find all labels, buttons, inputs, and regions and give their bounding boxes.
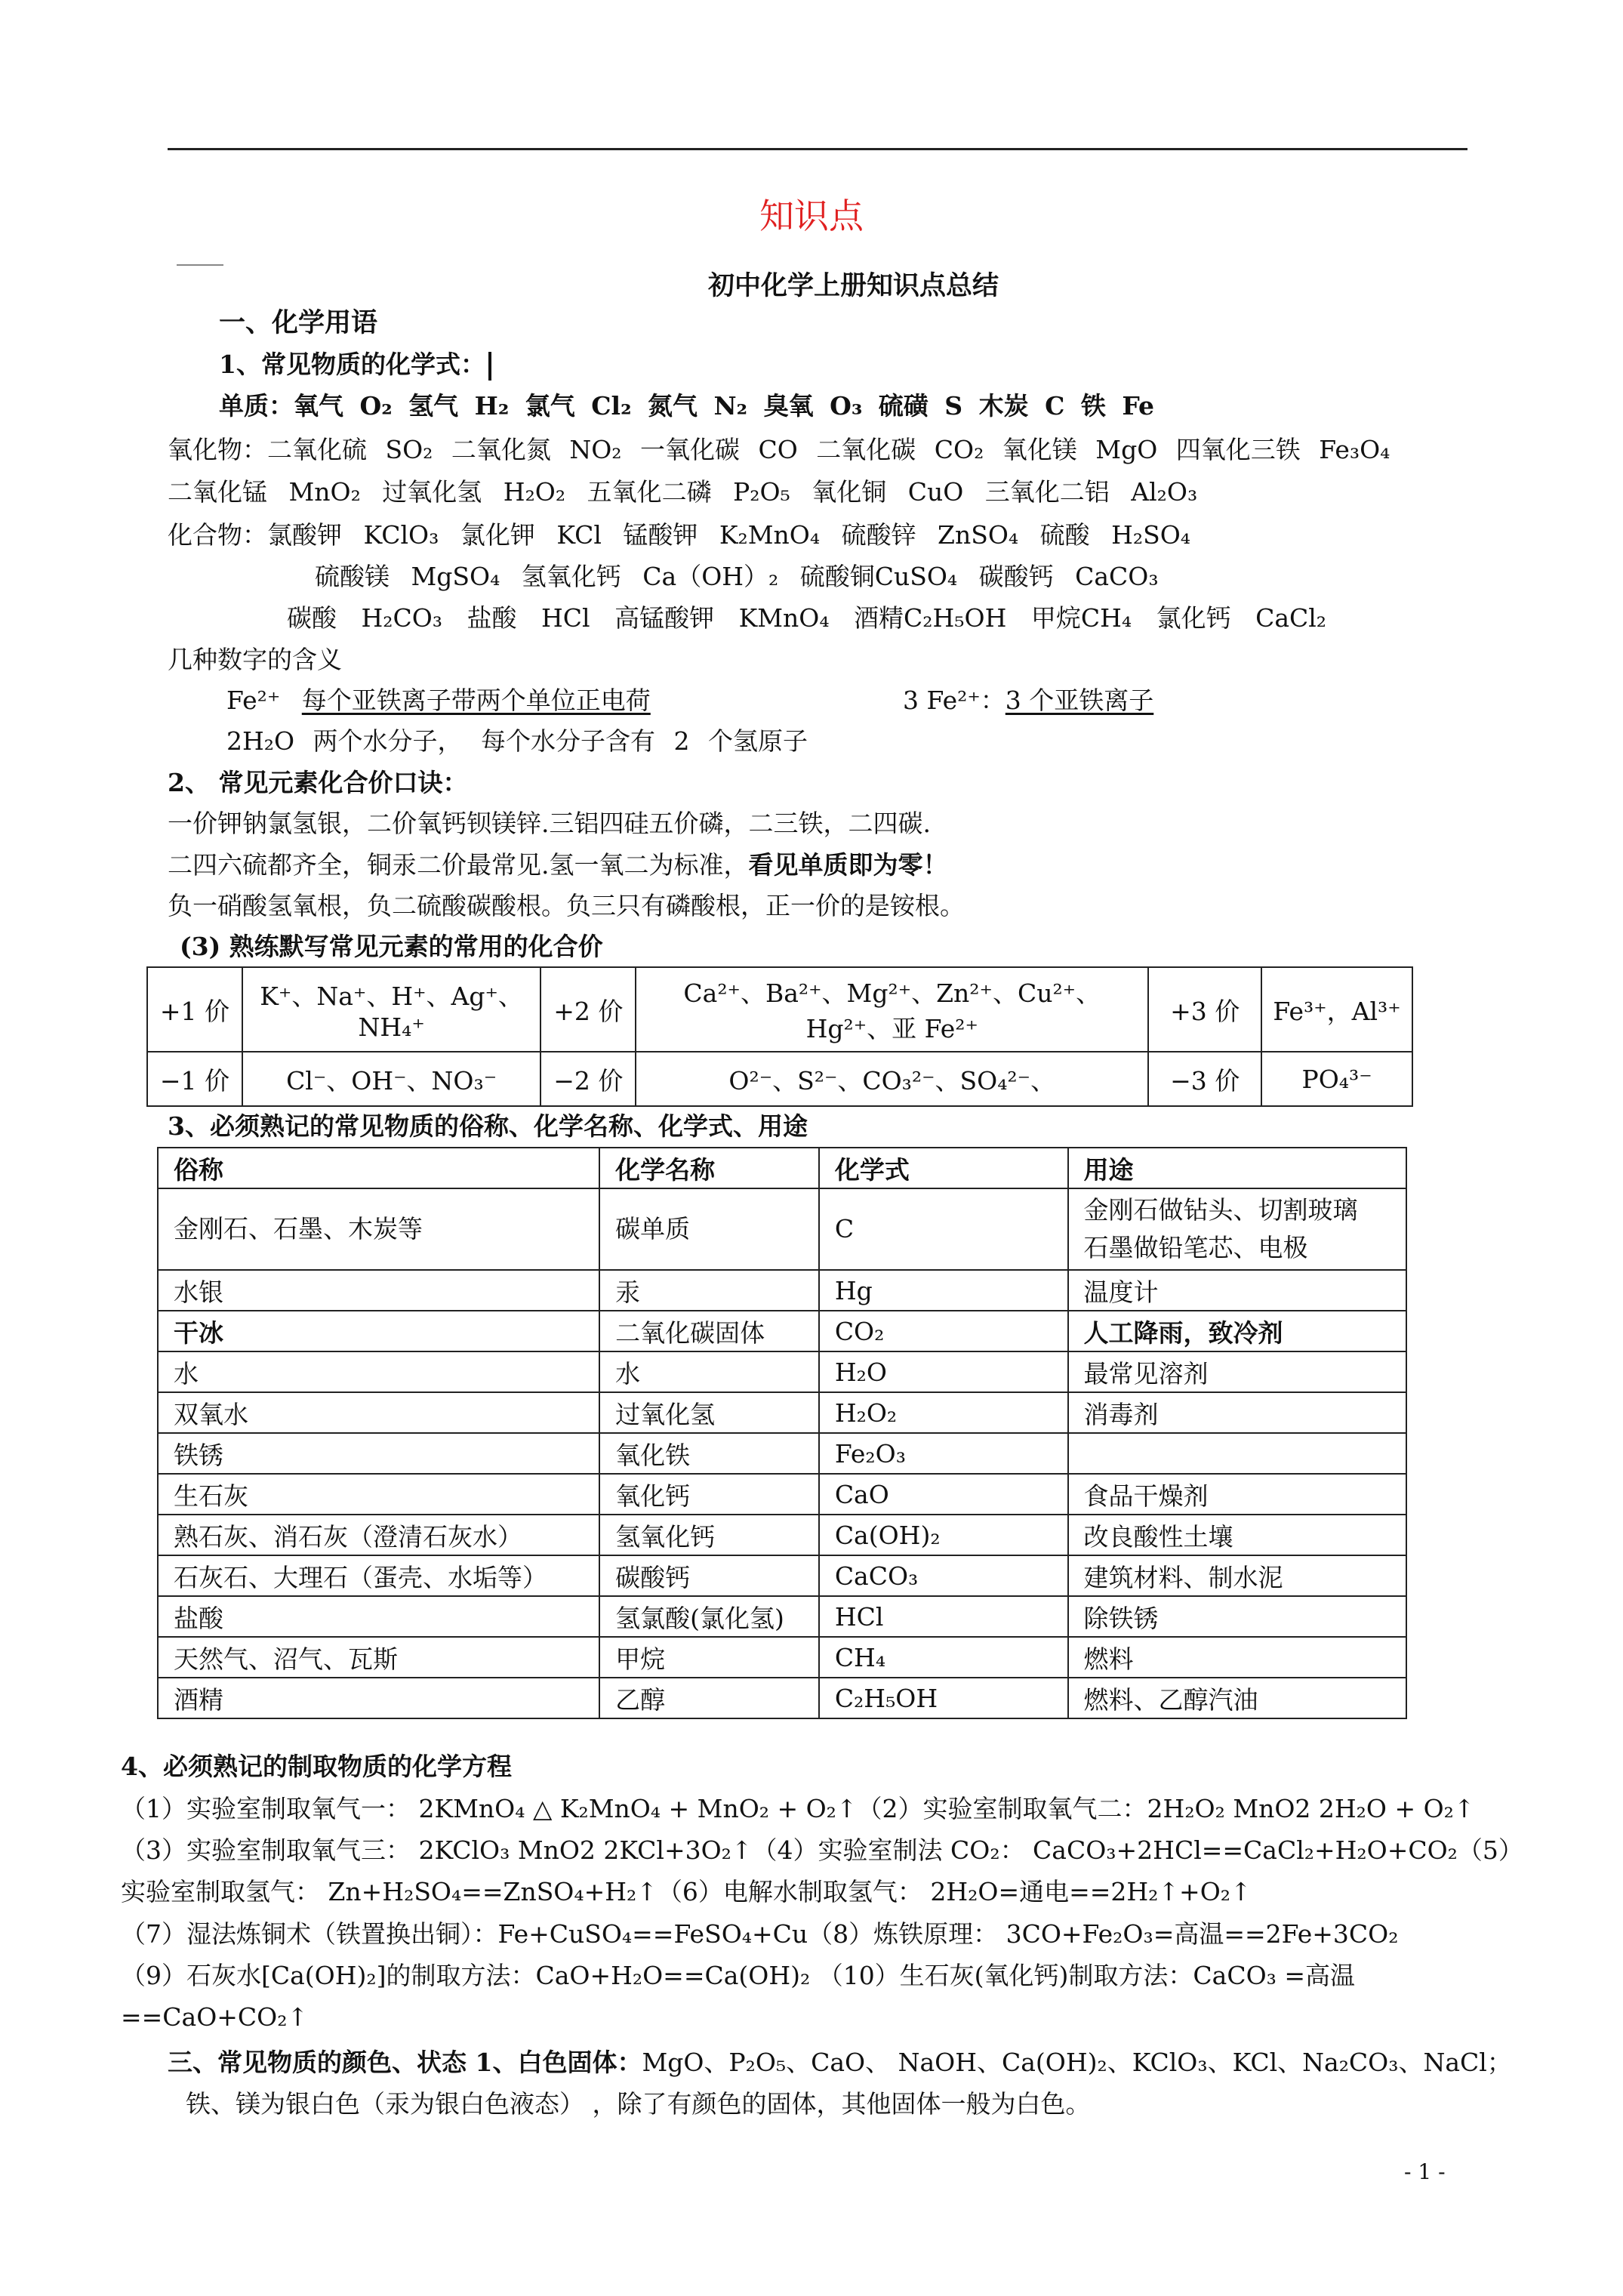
table-cell: 氧化钙 xyxy=(599,1474,819,1515)
table-cell: 双氧水 xyxy=(158,1392,599,1433)
table-row xyxy=(158,1270,1406,1311)
text-cursor xyxy=(488,352,491,381)
compounds-line-1: 化合物：氯酸钾 KClO₃ 氯化钾 KCl 锰酸钾 K₂MnO₄ 硫酸锌 ZnSO₄ 硫酸 H₂SO₄ xyxy=(168,520,1191,550)
valence-cell: PO₄³⁻ xyxy=(1261,1052,1412,1106)
table-cell: C xyxy=(819,1188,1068,1270)
valence-cell: O²⁻、S²⁻、CO₃²⁻、SO₄²⁻、 xyxy=(636,1052,1148,1106)
table-cell: C₂H₅OH xyxy=(819,1678,1068,1718)
table-row xyxy=(158,1188,1406,1270)
table-cell: 干冰 xyxy=(158,1311,599,1351)
table-cell: 燃料 xyxy=(1068,1637,1406,1678)
table-cell: 氢氧化钙 xyxy=(599,1515,819,1555)
table-cell: 碳酸钙 xyxy=(599,1555,819,1596)
colors-line-2: 铁、镁为银白色（汞为银白色液态） ，除了有颜色的固体，其他固体一般为白色。 xyxy=(186,2089,1091,2119)
section-heading-2: 2、 常见元素化合价口诀： xyxy=(168,768,468,797)
table-cell: 生石灰 xyxy=(158,1474,599,1515)
table-cell: 碳单质 xyxy=(599,1188,819,1270)
table-cell: Hg xyxy=(819,1270,1068,1311)
section-heading-1: 一、化学用语 xyxy=(219,307,378,338)
valence-table xyxy=(146,966,1413,1107)
table-cell: CaCO₃ xyxy=(819,1555,1068,1596)
table-cell: Fe₂O₃ xyxy=(819,1433,1068,1474)
section-heading-3: 3、必须熟记的常见物质的俗称、化学名称、化学式、用途 xyxy=(168,1111,808,1141)
fe-ion: Fe²⁺ xyxy=(226,686,281,715)
valence-cell: K⁺、Na⁺、H⁺、Ag⁺、NH₄⁺ xyxy=(242,967,540,1052)
elements-line: 单质：氧气 O₂ 氢气 H₂ 氯气 Cl₂ 氮气 N₂ 臭氧 O₃ 硫磺 S 木炭 C 铁 Fe xyxy=(219,391,1154,421)
equation-line-3: 实验室制取氢气： Zn+H₂SO₄==ZnSO₄+H₂↑（6）电解水制取氢气： 2H₂O=通电==2H₂↑+O₂↑ xyxy=(121,1877,1252,1906)
valence-cell: Ca²⁺、Ba²⁺、Mg²⁺、Zn²⁺、Cu²⁺、Hg²⁺、亚 Fe²⁺ xyxy=(636,967,1148,1052)
table-row xyxy=(158,1392,1406,1433)
table-cell xyxy=(1068,1433,1406,1474)
fe3-prefix: 3 Fe²⁺： xyxy=(903,686,1006,715)
oxides-line-2: 二氧化锰 MnO₂ 过氧化氢 H₂O₂ 五氧化二磷 P₂O₅ 氧化铜 CuO 三氧化二铝 Al₂O₃ xyxy=(168,477,1198,507)
table-row xyxy=(158,1311,1406,1351)
table-cell: 乙醇 xyxy=(599,1678,819,1718)
table-cell: Ca(OH)₂ xyxy=(819,1515,1068,1555)
table-cell: 甲烷 xyxy=(599,1637,819,1678)
compounds-line-2: 硫酸镁 MgSO₄ 氢氧化钙 Ca（OH）₂ 硫酸铜CuSO₄ 碳酸钙 CaCO₃ xyxy=(315,562,1159,591)
table-cell: 氧化铁 xyxy=(599,1433,819,1474)
subheading-text: 1、常见物质的化学式： xyxy=(219,350,485,379)
oxides-line-1: 氧化物：二氧化硫 SO₂ 二氧化氮 NO₂ 一氧化碳 CO 二氧化碳 CO₂ 氧化镁 MgO 四氧化三铁 Fe₃O₄ xyxy=(168,435,1390,464)
equation-line-1: （1）实验室制取氧气一： 2KMnO₄ △ K₂MnO₄ + MnO₂ + O₂↑（2）实验室制取氧气二：2H₂O₂ MnO2 2H₂O + O₂↑ xyxy=(121,1794,1475,1823)
rhyme-line-3: 负一硝酸氢氧根，负二硫酸碳酸根。负三只有磷酸根，正一价的是铵根。 xyxy=(168,891,965,920)
column-header: 化学式 xyxy=(819,1148,1068,1188)
rhyme-2b: 看见单质即为零！ xyxy=(748,850,948,880)
valence-cell: −3 价 xyxy=(1148,1052,1261,1106)
colors-line-1 xyxy=(168,2046,1512,2079)
table-cell: 温度计 xyxy=(1068,1270,1406,1311)
valence-row-positive xyxy=(147,967,1412,1052)
table-row xyxy=(158,1678,1406,1718)
table-cell: 最常见溶剂 xyxy=(1068,1351,1406,1392)
table-cell: 熟石灰、消石灰（澄清石灰水） xyxy=(158,1515,599,1555)
table-row xyxy=(158,1351,1406,1392)
table-cell: 盐酸 xyxy=(158,1596,599,1637)
equation-line-2: （3）实验室制取氧气三： 2KClO₃ MnO2 2KCl+3O₂↑（4）实验室制法 CO₂： CaCO₃+2HCl==CaCl₂+H₂O+CO₂（5） xyxy=(121,1835,1523,1865)
valence-subheading: (3) 熟练默写常见元素的常用的化合价 xyxy=(180,932,603,961)
table-cell: 天然气、沼气、瓦斯 xyxy=(158,1637,599,1678)
table-row xyxy=(158,1596,1406,1637)
compounds-line-3: 碳酸 H₂CO₃ 盐酸 HCl 高锰酸钾 KMnO₄ 酒精C₂H₅OH 甲烷CH₄ 氯化钙 CaCl₂ xyxy=(287,603,1327,633)
subheading-formulas xyxy=(219,348,491,381)
valence-cell: +3 价 xyxy=(1148,967,1261,1052)
table-cell: 水 xyxy=(158,1351,599,1392)
valence-cell: −2 价 xyxy=(540,1052,636,1106)
colors-heading: 三、常见物质的颜色、状态 1、白色固体： xyxy=(168,2048,642,2077)
table-cell: 汞 xyxy=(599,1270,819,1311)
table-cell: H₂O₂ xyxy=(819,1392,1068,1433)
column-header: 用途 xyxy=(1068,1148,1406,1188)
table-row xyxy=(158,1637,1406,1678)
valence-cell: −1 价 xyxy=(147,1052,242,1106)
numbers-title: 几种数字的含义 xyxy=(168,645,342,674)
header-rule xyxy=(168,148,1467,150)
page-number: - 1 - xyxy=(1404,2159,1446,2184)
doc-subtitle: 初中化学上册知识点总结 xyxy=(708,270,999,301)
table-cell: 酒精 xyxy=(158,1678,599,1718)
table-cell: 氢氯酸(氯化氢) xyxy=(599,1596,819,1637)
table-cell: 水银 xyxy=(158,1270,599,1311)
column-header: 俗称 xyxy=(158,1148,599,1188)
equation-line-5: （9）石灰水[Ca(OH)₂]的制取方法：CaO+H₂O==Ca(OH)₂ （10）生石灰(氧化钙)制取方法：CaCO₃ =高温 xyxy=(121,1961,1356,1990)
page-title: 知识点 xyxy=(759,196,864,236)
rhyme-line-2 xyxy=(168,849,948,882)
valence-cell: +2 价 xyxy=(540,967,636,1052)
table-cell: 金刚石做钻头、切割玻璃 石墨做铅笔芯、电极 xyxy=(1068,1188,1406,1270)
table-cell: 过氧化氢 xyxy=(599,1392,819,1433)
fe3-desc: 3 个亚铁离子 xyxy=(1005,686,1154,715)
substance-table xyxy=(157,1147,1407,1719)
table-cell: 人工降雨，致冷剂 xyxy=(1068,1311,1406,1351)
table-cell: 石灰石、大理石（蛋壳、水垢等） xyxy=(158,1555,599,1596)
table-cell: 除铁锈 xyxy=(1068,1596,1406,1637)
table-cell: H₂O xyxy=(819,1351,1068,1392)
table-cell: 改良酸性土壤 xyxy=(1068,1515,1406,1555)
short-rule xyxy=(177,264,223,266)
water-line: 2H₂O 两个水分子， 每个水分子含有 2 个氢原子 xyxy=(226,726,808,756)
column-header: 化学名称 xyxy=(599,1148,819,1188)
table-row xyxy=(158,1515,1406,1555)
table-cell: CO₂ xyxy=(819,1311,1068,1351)
table-cell: 金刚石、石墨、木炭等 xyxy=(158,1188,599,1270)
table-cell: 食品干燥剂 xyxy=(1068,1474,1406,1515)
rhyme-line-1: 一价钾钠氯氢银，二价氧钙钡镁锌.三铝四硅五价磷，二三铁，二四碳. xyxy=(168,809,931,838)
fe3-line xyxy=(903,684,1153,717)
rhyme-2a: 二四六硫都齐全，铜汞二价最常见.氢一氧二为标准， xyxy=(168,850,749,880)
colors-white-solids: MgO、P₂O₅、CaO、 NaOH、Ca(OH)₂、KClO₃、KCl、Na₂CO₃、NaCl； xyxy=(642,2048,1512,2077)
table-cell: 二氧化碳固体 xyxy=(599,1311,819,1351)
valence-row-negative xyxy=(147,1052,1412,1106)
fe-ion-line xyxy=(226,684,651,717)
table-header-row xyxy=(158,1148,1406,1188)
equation-line-6: ==CaO+CO₂↑ xyxy=(121,2002,309,2032)
valence-cell: Cl⁻、OH⁻、NO₃⁻ xyxy=(242,1052,540,1106)
valence-cell: Fe³⁺，Al³⁺ xyxy=(1261,967,1412,1052)
table-cell: HCl xyxy=(819,1596,1068,1637)
table-row xyxy=(158,1555,1406,1596)
valence-cell: +1 价 xyxy=(147,967,242,1052)
table-cell: 铁锈 xyxy=(158,1433,599,1474)
table-row xyxy=(158,1474,1406,1515)
table-cell: CaO xyxy=(819,1474,1068,1515)
table-cell: 水 xyxy=(599,1351,819,1392)
table-cell: 燃料、乙醇汽油 xyxy=(1068,1678,1406,1718)
table-cell: 建筑材料、制水泥 xyxy=(1068,1555,1406,1596)
table-cell: 消毒剂 xyxy=(1068,1392,1406,1433)
section-heading-4: 4、必须熟记的制取物质的化学方程 xyxy=(121,1752,512,1781)
table-cell: CH₄ xyxy=(819,1637,1068,1678)
table-row xyxy=(158,1433,1406,1474)
equation-line-4: （7）湿法炼铜术（铁置换出铜）：Fe+CuSO₄==FeSO₄+Cu（8）炼铁原理： 3CO+Fe₂O₃=高温==2Fe+3CO₂ xyxy=(121,1919,1399,1949)
fe-ion-desc: 每个亚铁离子带两个单位正电荷 xyxy=(301,686,651,715)
